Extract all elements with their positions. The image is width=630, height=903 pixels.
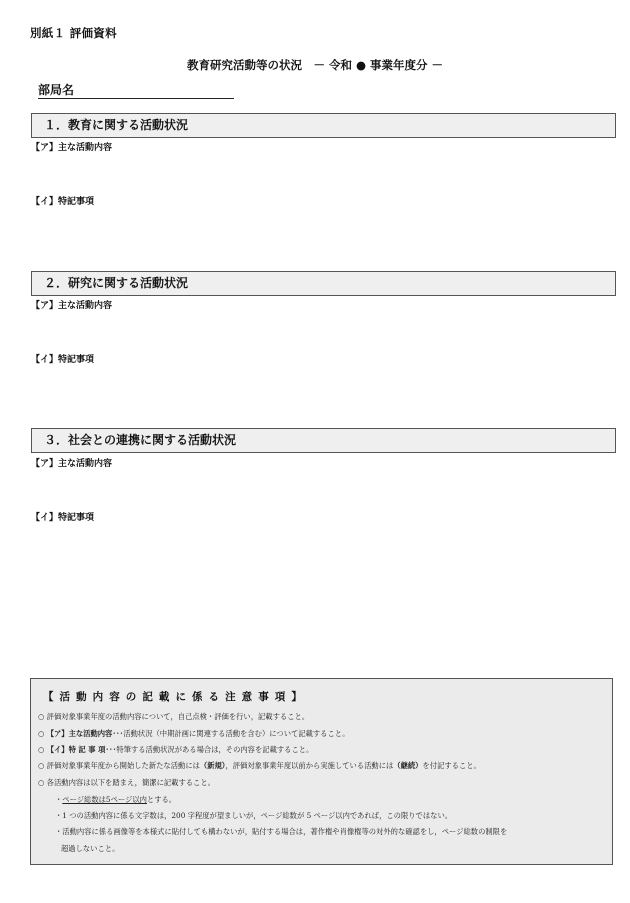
section-education-main-activities: 【ア】主な活動内容	[31, 143, 113, 153]
note-line: ○ 【ア】主な活動内容･･･活動状況（中期計画に関連する活動を含む）について記載すること。	[38, 729, 350, 738]
section-heading-education: １．教育に関する活動状況	[31, 113, 616, 138]
section-education-special-notes: 【イ】特記事項	[31, 197, 95, 207]
department-field	[38, 83, 234, 99]
note-line: ・ページ総数は5ページ以内とする。	[55, 795, 177, 804]
section-heading-research: ２．研究に関する活動状況	[31, 271, 616, 296]
note-line: ○ 評価対象事業年度の活動内容について，自己点検・評価を行い，記載すること。	[38, 712, 310, 721]
section-society-special-notes: 【イ】特記事項	[31, 513, 95, 523]
notes-title: 【 活 動 内 容 の 記 載 に 係 る 注 意 事 項 】	[43, 691, 304, 703]
note-line: ・1 つの活動内容に係る文字数は，200 字程度が望ましいが，ページ総数が 5 ページ以内であれば，この限りではない。	[55, 811, 453, 820]
section-research-main-activities: 【ア】主な活動内容	[31, 301, 113, 311]
note-line: ・活動内容に係る画像等を本様式に貼付しても構わないが，貼付する場合は，著作権や肖像権等の対外的な確認をし，ページ総数の制限を	[55, 827, 508, 836]
department-label: 部局名	[38, 83, 75, 97]
note-line: ○ 【イ】特 記 事 項･･･特筆する活動状況がある場合は，その内容を記載すること。	[38, 745, 314, 754]
section-heading-society: ３．社会との連携に関する活動状況	[31, 428, 616, 453]
document-title: 教育研究活動等の状況 － 令和 ● 事業年度分 －	[186, 58, 444, 72]
note-line: ○ 評価対象事業年度から開始した新たな活動には（新規），評価対象事業年度以前から実施している活動には（継続）を付記すること。	[38, 761, 481, 770]
section-research-special-notes: 【イ】特記事項	[31, 355, 95, 365]
section-society-main-activities: 【ア】主な活動内容	[31, 459, 113, 469]
note-line: 超過しないこと。	[61, 844, 120, 853]
note-line: ○ 各活動内容は以下を踏まえ，簡潔に記載すること。	[38, 778, 215, 787]
attachment-label: 別紙１ 評価資料	[30, 26, 117, 40]
notes-box	[30, 678, 613, 865]
